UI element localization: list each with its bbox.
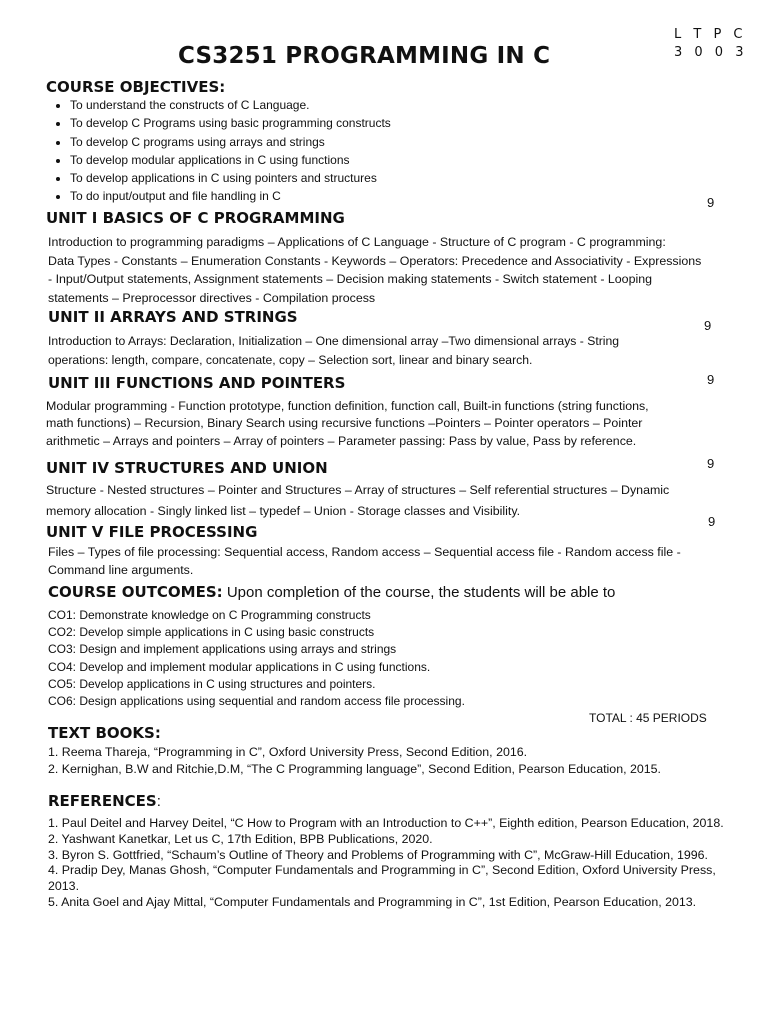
- objectives-list: [50, 96, 391, 206]
- unit-title: UNIT IV STRUCTURES AND UNION: [46, 459, 328, 477]
- outcomes-intro: Upon completion of the course, the students will be able to: [222, 584, 616, 601]
- unit-title: UNIT V FILE PROCESSING: [46, 523, 258, 541]
- objectives-heading: COURSE OBJECTIVES:: [46, 78, 226, 96]
- references-heading-line: REFERENCES:: [48, 792, 161, 810]
- unit-title: UNIT III FUNCTIONS AND POINTERS: [48, 374, 346, 392]
- list-item: CO1: Demonstrate knowledge on C Programming constructs: [48, 608, 371, 622]
- list-item: 2. Yashwant Kanetkar, Let us C, 17th Edition, BPB Publications, 2020.: [48, 831, 433, 846]
- unit-hours: 9: [708, 514, 716, 529]
- list-item: • To develop modular applications in C using functions: [70, 151, 391, 169]
- unit-description: Modular programming - Function prototype, function definition, function call, Built-in functions (string functions, math functions) – Recursion, Binary Search using recursive functions –Pointers – Pointer operators – Pointer arithmetic – Arrays and pointers – Array of pointers – Parameter passing: Pass by value, Pass by reference.: [46, 399, 649, 448]
- list-item: • To do input/output and file handling in C: [70, 187, 391, 205]
- unit-hours: 9: [707, 456, 715, 471]
- unit-hours: 9: [704, 318, 712, 333]
- ltpc-values: 3 0 0 3: [674, 45, 748, 60]
- unit-title: UNIT I BASICS OF C PROGRAMMING: [46, 209, 345, 227]
- list-item: • To develop C Programs using basic programming constructs: [70, 114, 391, 132]
- outcomes-heading: COURSE OUTCOMES:: [48, 583, 223, 601]
- outcomes-heading-line: [48, 583, 615, 602]
- list-item: 1. Reema Thareja, “Programming in C”, Oxford University Press, Second Edition, 2016.: [48, 745, 528, 759]
- unit-hours: 9: [707, 372, 715, 387]
- list-item: CO3: Design and implement applications using arrays and strings: [48, 642, 397, 657]
- list-item: • To develop C programs using arrays and strings: [70, 133, 391, 151]
- list-item: • To develop applications in C using pointers and structures: [70, 169, 391, 187]
- unit-description: Introduction to programming paradigms – Applications of C Language - Structure of C program - C programming: Data Types - Constants – Enumeration Constants - Keywords – Operators: Precedence and Associativity - Expressions - Input/Output statements, Assignment statements – Decision making statements - Switch statement - Looping statements – Preprocessor directives - Compilation process: [48, 235, 702, 305]
- list-item: CO5: Develop applications in C using structures and pointers.: [48, 676, 376, 691]
- list-item: CO2: Develop simple applications in C using basic constructs: [48, 625, 375, 640]
- total-periods: TOTAL : 45 PERIODS: [589, 711, 707, 725]
- outcomes-list: [48, 607, 465, 710]
- list-item: CO6: Design applications using sequential and random access file processing.: [48, 694, 465, 709]
- list-item: 5. Anita Goel and Ajay Mittal, “Computer Fundamentals and Programming in C”, 1st Edition, Pearson Education, 2013.: [48, 894, 697, 909]
- unit-description: Introduction to Arrays: Declaration, Initialization – One dimensional array –Two dimensional arrays - String operations: length, compare, concatenate, copy – Selection sort, linear and binary search.: [48, 334, 620, 368]
- page-title: CS3251 PROGRAMMING IN C: [178, 43, 551, 69]
- list-item: 3. Byron S. Gottfried, “Schaum’s Outline of Theory and Problems of Programming with C”, McGraw-Hill Education, 1996.: [48, 847, 708, 862]
- list-item: CO4: Develop and implement modular applications in C using functions.: [48, 659, 431, 674]
- list-item: 1. Paul Deitel and Harvey Deitel, “C How to Program with an Introduction to C++”, Eighth edition, Pearson Education, 2018.: [48, 816, 724, 830]
- list-item: 2. Kernighan, B.W and Ritchie,D.M, “The C Programming language”, Second Edition, Pearson Education, 2015.: [48, 762, 661, 776]
- textbooks-list: [48, 744, 661, 778]
- list-item: 4. Pradip Dey, Manas Ghosh, “Computer Fundamentals and Programming in C”, Second Edition, Oxford University Press, 2013.: [48, 863, 716, 894]
- references-heading: REFERENCES: [48, 792, 157, 810]
- references-list: [48, 816, 728, 911]
- unit-title: UNIT II ARRAYS AND STRINGS: [48, 308, 298, 326]
- unit-description: Structure - Nested structures – Pointer and Structures – Array of structures – Self referential structures – Dynamic memory allocation - Singly linked list – typedef – Union - Storage classes and Visibility.: [46, 483, 670, 518]
- list-item: • To understand the constructs of C Language.: [70, 96, 391, 114]
- unit-description: Files – Types of file processing: Sequential access, Random access – Sequential access file - Random access file - Command line arguments.: [48, 545, 681, 577]
- ltpc-label: L T P C: [674, 27, 747, 42]
- textbooks-heading: TEXT BOOKS:: [48, 724, 161, 742]
- unit-hours: 9: [707, 195, 715, 210]
